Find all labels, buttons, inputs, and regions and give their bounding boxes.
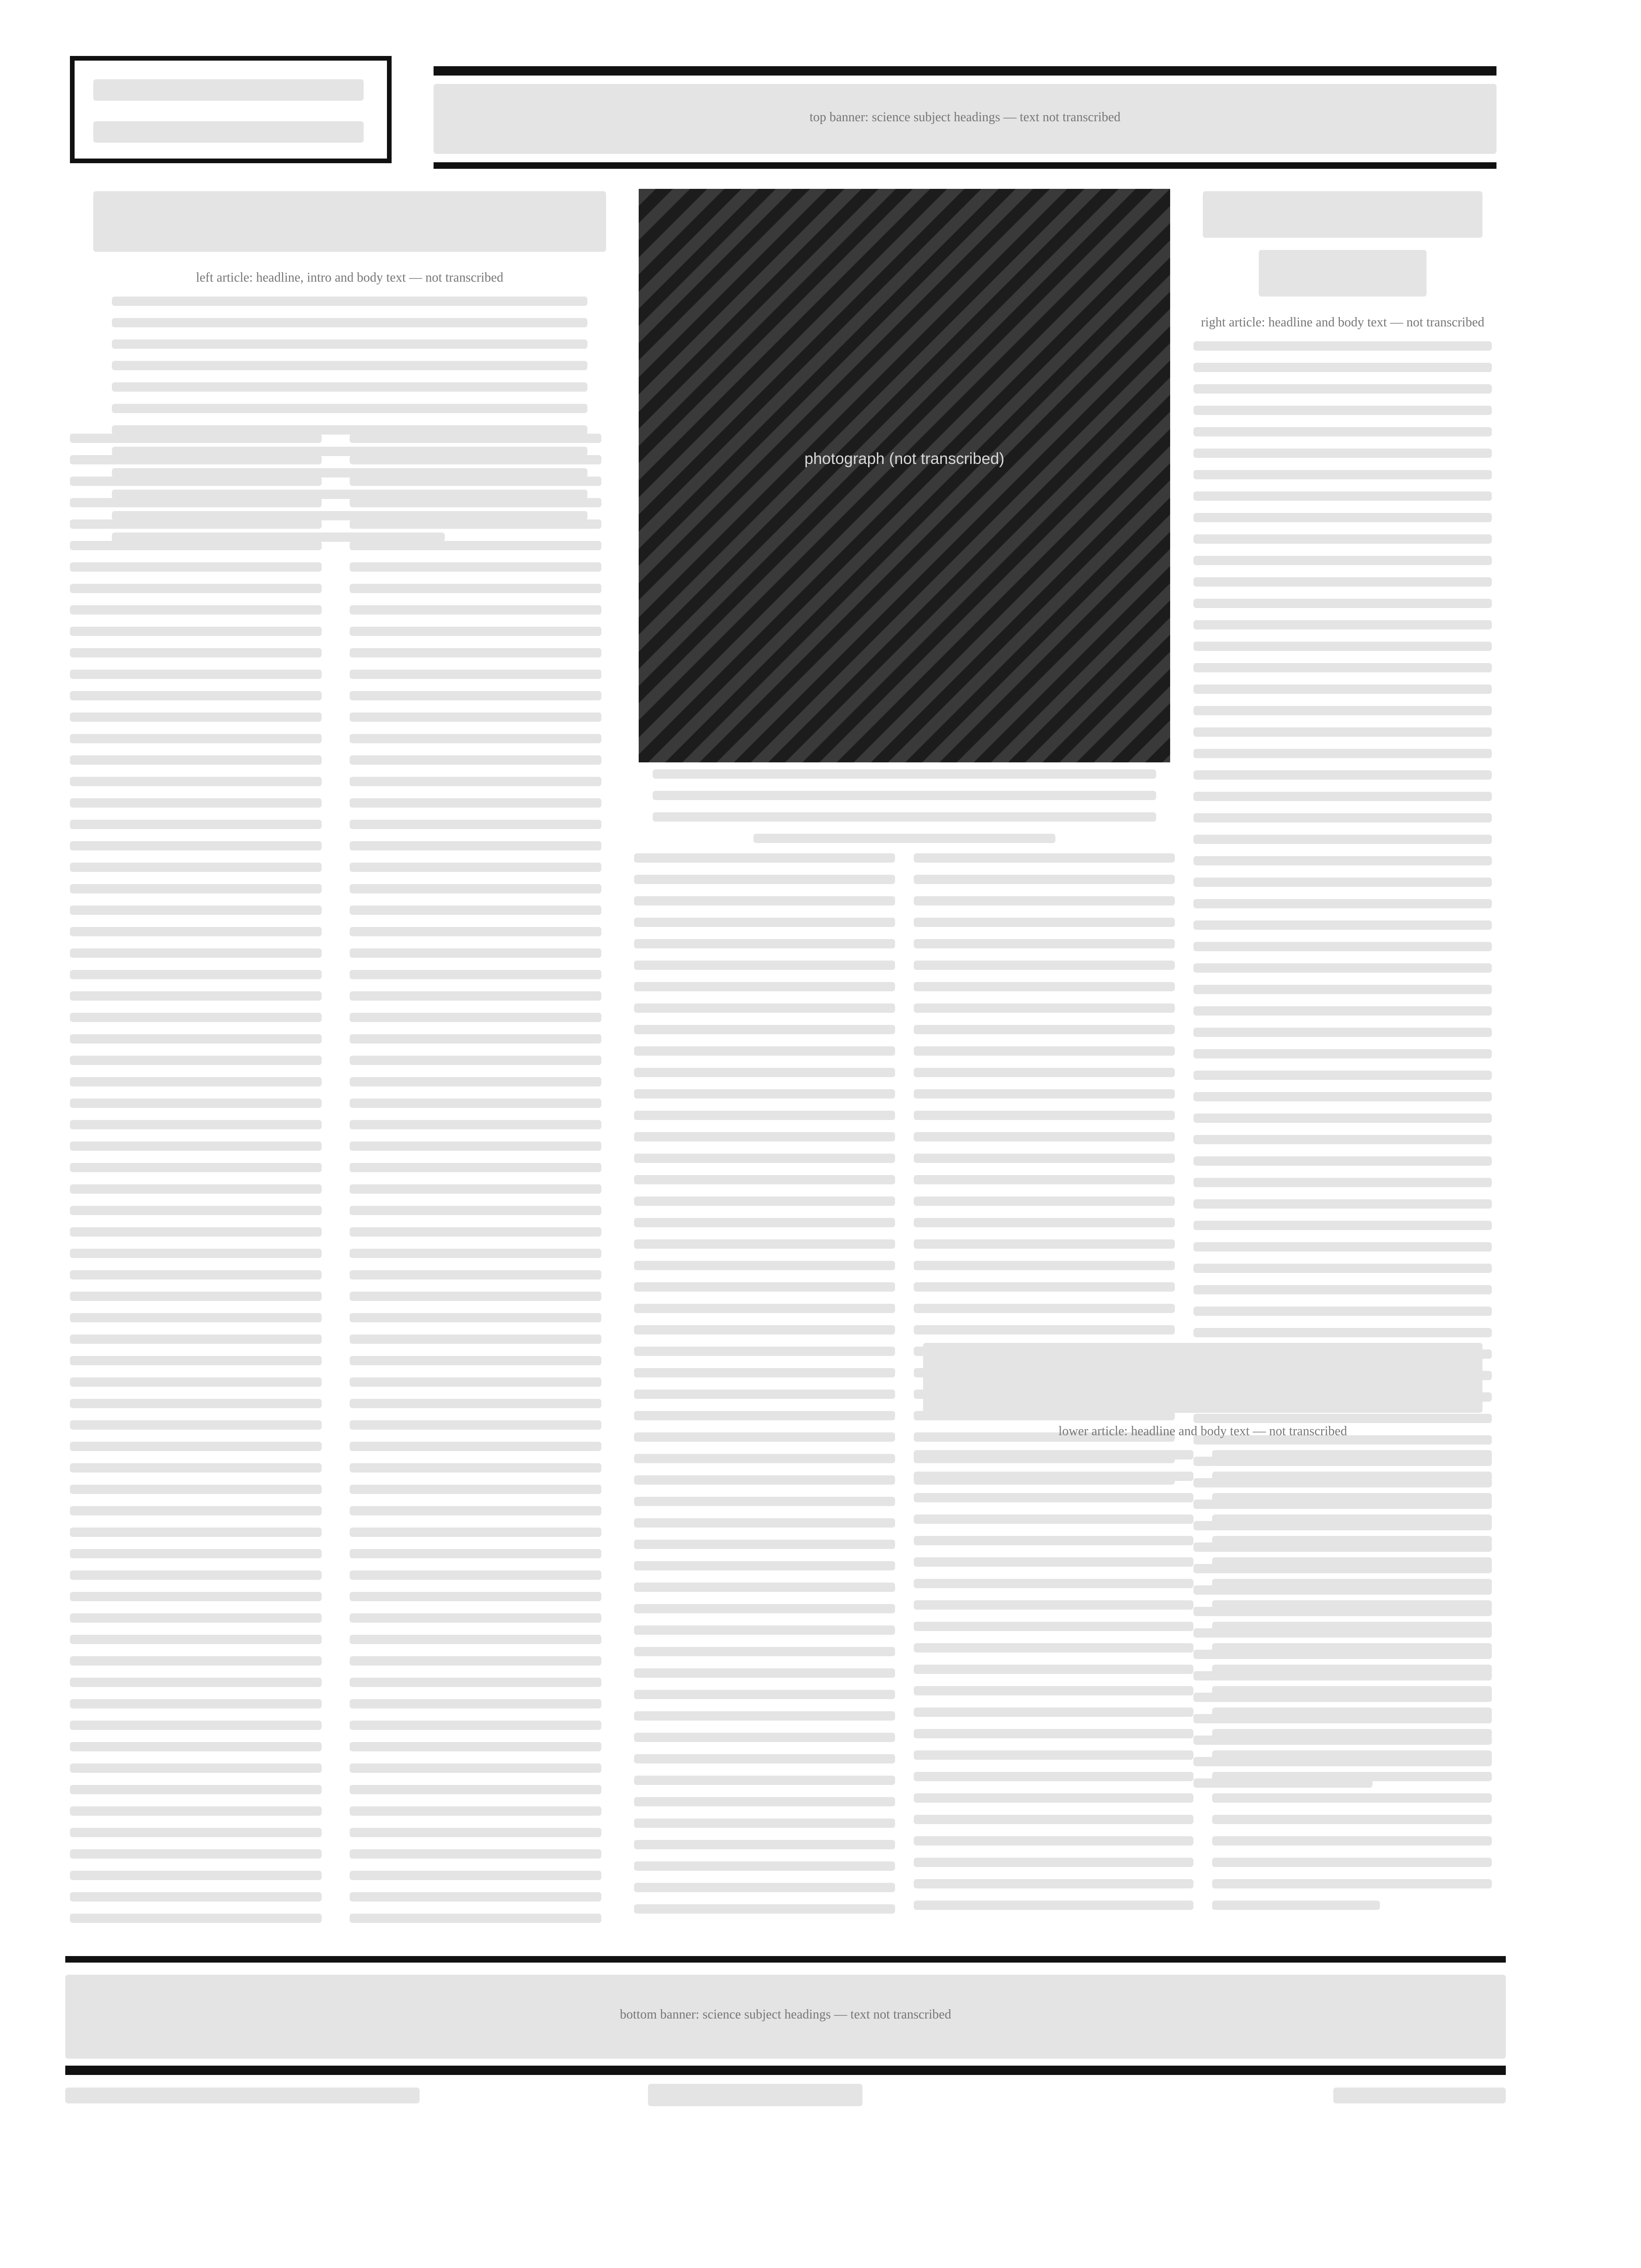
top-banner-label: top banner: science subject headings — text not transcribed bbox=[809, 110, 1121, 124]
photograph-label: photograph (not transcribed) bbox=[804, 450, 1005, 468]
masthead-line-placeholder bbox=[93, 79, 364, 101]
footer-page-placeholder bbox=[1333, 2088, 1506, 2103]
headline-placeholder bbox=[1259, 250, 1427, 297]
top-rule bbox=[434, 66, 1496, 76]
newspaper-logo-placeholder bbox=[648, 2084, 862, 2106]
bottom-rule bbox=[65, 1956, 1506, 1963]
bottom-rule bbox=[65, 2066, 1506, 2075]
left-article-label: left article: headline, intro and body text — not transcribed bbox=[196, 270, 503, 285]
bottom-column-2-placeholder bbox=[1212, 1450, 1492, 1922]
top-banner-placeholder bbox=[434, 84, 1496, 154]
middle-column-1-placeholder bbox=[634, 853, 895, 1926]
masthead bbox=[70, 56, 392, 163]
bottom-banner-label: bottom banner: science subject headings — text not transcribed bbox=[620, 2007, 952, 2022]
left-column-1-placeholder bbox=[70, 434, 322, 1935]
headline-placeholder bbox=[93, 191, 606, 252]
headline-placeholder bbox=[923, 1343, 1482, 1413]
photo-caption-placeholder bbox=[653, 769, 1156, 855]
bottom-column-1-placeholder bbox=[914, 1450, 1193, 1922]
footer bbox=[65, 2082, 1506, 2110]
top-rule bbox=[434, 162, 1496, 169]
bottom-article bbox=[914, 1343, 1492, 1450]
bottom-article-label: lower article: headline and body text — not transcribed bbox=[1058, 1424, 1347, 1438]
headline-placeholder bbox=[1203, 191, 1482, 238]
right-article-label: right article: headline and body text — not transcribed bbox=[1200, 315, 1485, 330]
photograph bbox=[639, 189, 1170, 762]
footer-date-placeholder bbox=[65, 2088, 420, 2103]
masthead-line-placeholder bbox=[93, 121, 364, 143]
left-column-2-placeholder bbox=[350, 434, 601, 1935]
bottom-banner-placeholder bbox=[65, 1975, 1506, 2059]
